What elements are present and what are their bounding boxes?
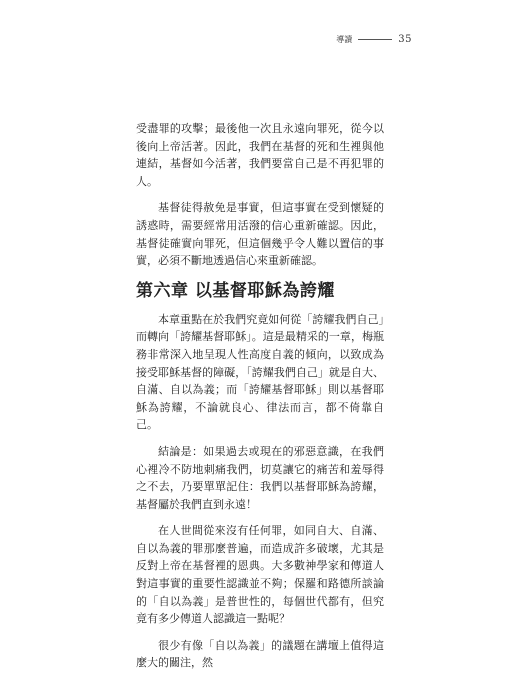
paragraph: 本章重點在於我們究竟如何從「誇耀我們自己」而轉向「誇耀基督耶穌」。這是最精采的一章，梅瓶務非常深入地呈現人性高度自義的傾向，以致成為接受耶穌基督的障礙，「誇耀我們自己」就是自大、自滿、自以為義；而「誇耀基督耶穌」則以基督耶穌為誇耀，不論就良心、律法而言，都不倚靠自己。: [136, 312, 384, 432]
body-text: [136, 120, 384, 681]
header-rule: [358, 39, 392, 40]
running-head: [336, 34, 412, 45]
paragraph: 結論是：如果過去或現在的邪惡意識，在我們心裡冷不防地刺痛我們，切莫讓它的痛苦和羞辱得之不去，乃要單單記住：我們以基督耶穌為誇耀，基督屬於我們直到永遠！: [136, 444, 384, 511]
paragraph: 很少有像「自以為義」的議題在講壇上值得這麼大的關注，然: [136, 638, 384, 670]
chapter-heading: 第六章 以基督耶穌為誇耀: [136, 280, 335, 301]
section-title: 導讀: [336, 35, 353, 44]
paragraph: 在人世間從來沒有任何罪，如同自大、自滿、自以為義的罪那麼普遍，而造成許多破壞，尤其是反對上帝在基督裡的恩典。大多數神學家和傳道人對這事實的重要性認識並不夠；保羅和路德所談論的「自以為義」是普世性的，每個世代都有，但究竟有多少傳道人認識這一點呢？: [136, 524, 384, 626]
paragraph: 受盡罪的攻擊；最後他一次且永遠向罪死，從今以後向上帝活著。因此，我們在基督的死和生裡與他連結，基督如今活著，我們要當自己是不再犯罪的人。: [136, 122, 384, 188]
paragraph: 基督徒得赦免是事實，但這事實在受到懷疑的誘惑時，需要經常用活潑的信心重新確認。因此，基督徒確實向罪死，但這個幾乎令人難以置信的事實，必須不斷地透過信心來重新確認。: [136, 201, 384, 268]
page-number: 35: [398, 34, 412, 45]
